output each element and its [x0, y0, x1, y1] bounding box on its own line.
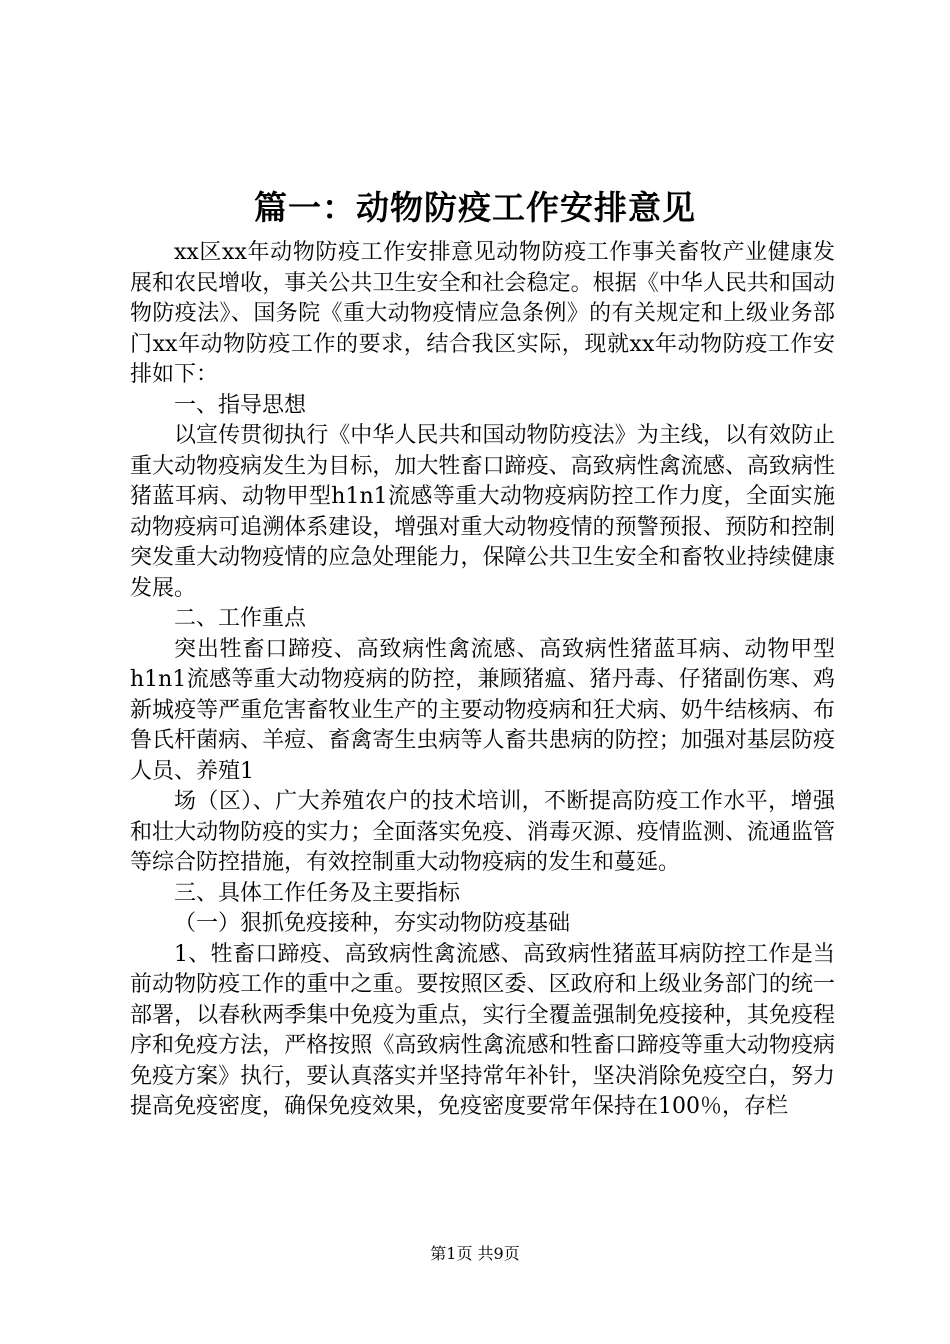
subsection-heading-immunization: （一）狠抓免疫接种，夯实动物防疫基础	[174, 911, 571, 936]
immunization-paragraph: 1、牲畜口蹄疫、高致病性禽流感、高致病性猪蓝耳病防控工作是当前动物防疫工作的重中之重。要按照区委、区政府和上级业务部门的统一部署，以春秋两季集中免疫为重点，实行全覆盖强制免疫接种，其免疫程序和免疫方法，严格按照《高致病性禽流感和牲畜口蹄疫等重大动物疫病免疫方案》执行，要认真落实并坚持常年补针，坚决消除免疫空白，努力提高免疫密度，确保免疫效果，免疫密度要常年保持在100％，存栏	[130, 941, 835, 1119]
work-focus-continued-paragraph: 场（区）、广大养殖农户的技术培训，不断提高防疫工作水平，增强和壮大动物防疫的实力；全面落实免疫、消毒灭源、疫情监测、流通监管等综合防控措施，有效控制重大动物疫病的发生和蔓延。	[130, 789, 835, 875]
section-heading-guiding-thought: 一、指导思想	[174, 392, 307, 418]
document-body	[130, 238, 835, 1123]
guiding-thought-paragraph: 以宣传贯彻执行《中华人民共和国动物防疫法》为主线，以有效防止重大动物疫病发生为目标，加大牲畜口蹄疫、高致病性禽流感、高致病性猪蓝耳病、动物甲型h1n1流感等重大动物疫病防控工作力度，全面实施动物疫病可追溯体系建设，增强对重大动物疫情的预警预报、预防和控制突发重大动物疫情的应急处理能力，保障公共卫生安全和畜牧业持续健康发展。	[130, 423, 835, 601]
page-footer: 第1页 共9页	[430, 1244, 520, 1263]
intro-paragraph: xx区xx年动物防疫工作安排意见动物防疫工作事关畜牧产业健康发展和农民增收，事关公共卫生安全和社会稳定。根据《中华人民共和国动物防疫法》、国务院《重大动物疫情应急条例》的有关规定和上级业务部门xx年动物防疫工作的要求，结合我区实际，现就xx年动物防疫工作安排如下：	[130, 240, 835, 387]
work-focus-paragraph: 突出牲畜口蹄疫、高致病性禽流感、高致病性猪蓝耳病、动物甲型h1n1流感等重大动物疫病的防控，兼顾猪瘟、猪丹毒、仔猪副伤寒、鸡新城疫等严重危害畜牧业生产的主要动物疫病和狂犬病、奶牛结核病、布鲁氏杆菌病、羊痘、畜禽寄生虫病等人畜共患病的防控；加强对基层防疫人员、养殖1	[130, 636, 835, 784]
section-heading-tasks: 三、具体工作任务及主要指标	[174, 880, 461, 906]
document-title: 篇一：动物防疫工作安排意见	[254, 188, 696, 227]
section-heading-work-focus: 二、工作重点	[174, 606, 307, 631]
